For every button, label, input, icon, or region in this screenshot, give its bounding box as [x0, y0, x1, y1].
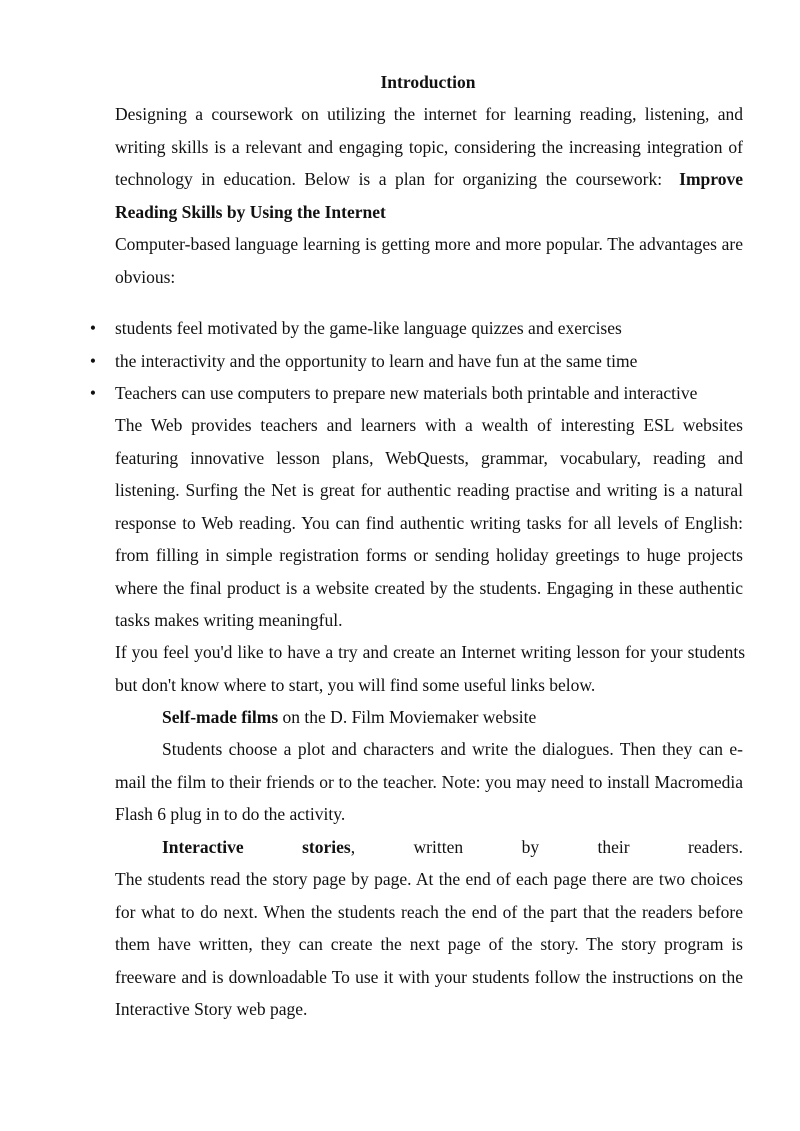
bullet-icon: •: [89, 318, 97, 338]
intro-paragraph: [115, 98, 743, 228]
web-paragraph: The Web provides teachers and learners with a wealth of interesting ESL websites featuring innovative lesson plans, WebQuests, grammar, vocabulary, reading and listening. Surfing the Net is great for authentic reading practise and writing is a natural response to Web reading. You can find authentic writing tasks for all levels of English: from filling in simple registration forms or sending holiday greetings to huge projects where the final product is a website created by the students. Engaging in these authentic tasks makes writing meaningful.: [115, 415, 743, 630]
list-item-text: students feel motivated by the game-like language quizzes and exercises: [115, 318, 622, 338]
bullet-icon: •: [89, 383, 97, 403]
page-title: Introduction: [380, 72, 476, 92]
stories-heading: [115, 831, 743, 864]
intro-text: Designing a coursework on utilizing the internet for learning reading, listening, and writing skills is a relevant and engaging topic, considering the increasing integration of technology in education. Below is a plan for organizing the coursework:: [115, 104, 743, 189]
stories-word-1: Interactive: [162, 837, 244, 857]
computer-paragraph: Computer-based language learning is getting more and more popular. The advantages are obvious:: [115, 234, 743, 287]
list-item: [0, 345, 800, 378]
films-paragraph: Students choose a plot and characters and write the dialogues. Then they can e-mail the film to their friends or to the teacher. Note: you may need to install Macromedia Flash 6 plug in to do the activity.: [115, 739, 743, 824]
films-heading: [115, 701, 743, 734]
stories-word-3: written: [413, 837, 464, 857]
section-heading: Improve Reading Skills by Using the Internet: [115, 169, 744, 222]
bullet-icon: •: [89, 350, 97, 371]
stories-paragraph: The students read the story page by page. At the end of each page there are two choices for what to do next. When the students reach the end of the part that the readers before them have written, they can create the next page of the story. The story program is freeware and is downloadable To use it with your students follow the instructions on the Interactive Story web page.: [115, 869, 743, 1019]
stories-word-6: readers.: [688, 837, 743, 857]
stories-word-4: by: [521, 837, 540, 857]
stories-word-5: their: [597, 837, 630, 857]
advantages-list: [0, 312, 800, 410]
stories-word-2: stories,: [302, 837, 356, 857]
films-rest: on the D. Film Moviemaker website: [278, 707, 537, 727]
list-item-text: Teachers can use computers to prepare new materials both printable and interactive: [115, 383, 698, 403]
try-paragraph: If you feel you'd like to have a try and create an Internet writing lesson for your students but don't know where to start, you will find some useful links below.: [115, 642, 745, 695]
films-bold: Self-made films: [162, 707, 279, 727]
list-item: [0, 377, 800, 410]
list-item-text: the interactivity and the opportunity to learn and have fun at the same time: [115, 350, 638, 371]
list-item: [0, 312, 800, 345]
